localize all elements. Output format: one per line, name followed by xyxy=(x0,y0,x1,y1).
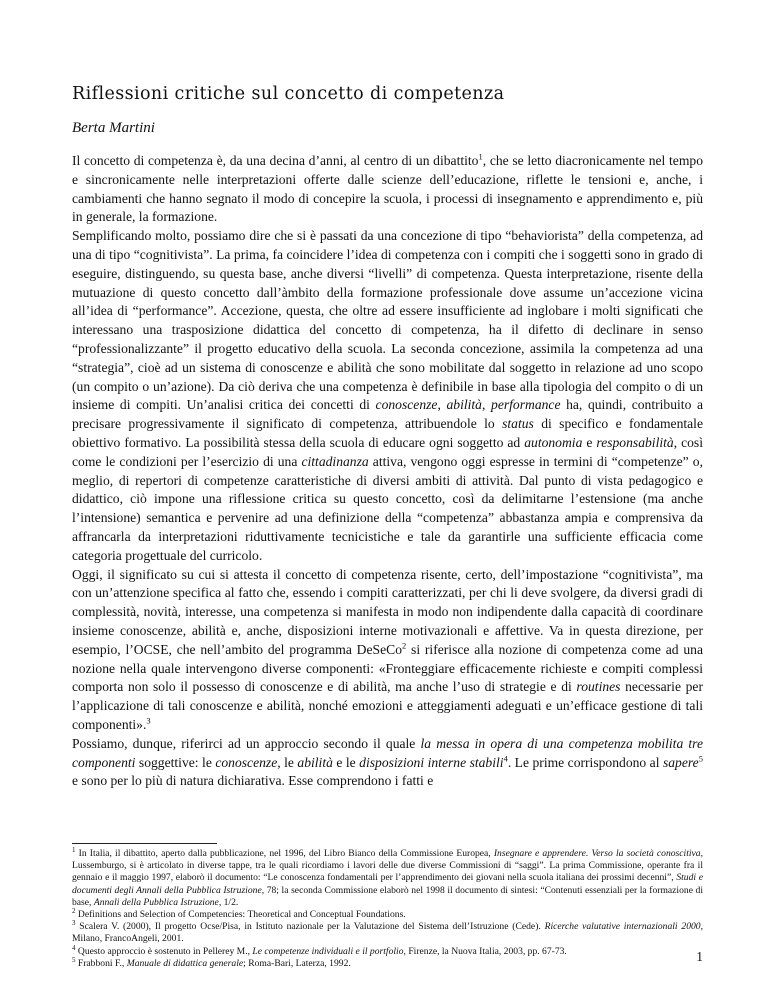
footnote-ref-5[interactable]: 5 xyxy=(698,752,703,763)
paragraph-1: Il concetto di competenza è, da una decina d’anni, al centro di un dibattito$^1$, che se letto diacronicamente nel tempo e sincronicamente nelle interpretazioni offerte dalle scienze dell’educazione, riflette le tensioni e, anche, i cambiamenti che hanno segnato il modo di concepire la scuola, i processi di insegnamento e apprendimento e, più in generale, la formazione. xyxy=(72,151,703,225)
article-body xyxy=(72,152,703,791)
footnote-1: $^1$ In Italia, il dibattito, aperto dalla pubblicazione, nel 1996, del Libro Bianco della Commissione Europea, Insegnare e apprendere. Verso la società conoscitiva, Lussemburgo, si è articolato in diverse tappe, tra le quali ricordiamo i lavori delle due diverse Commissioni di “saggi”. La prima Commissione, operante fra il gennaio e il maggio 1997, elaborò il documento: “Le conoscenza fondamentali per l’apprendimento dei giovani nella scuola italiana dei prossimi decenni”, Studi e documenti degli Annali della Pubblica Istruzione, 78; la seconda Commissione elaborò nel 1998 il documento di sintesi: “Contenuti essenziali per la formazione di base, Annali della Pubblica Istruzione, 1/2. xyxy=(72,845,704,908)
footnote-ref-1[interactable]: 1 xyxy=(478,151,483,162)
page-number: 1 xyxy=(696,949,703,964)
paragraph-3: Oggi, il significato su cui si attesta il concetto di competenza risente, certo, dell’impostazione “cognitivista”, ma con un’attenzione specifica al fatto che, essendo i compiti caratterizzati, per chi li deve svolgere, da diversi gradi di complessità, novità, interesse, una competenza si manifesta in modo non indipendente dalla capacità di coordinare insieme conoscenze, abilità e, anche, disposizioni interne motivazionali e affettive. Va in questa direzione, per esempio, l’OCSE, che nell’ambito del programma DeSeCo$^2$ si riferisce alla nozione di competenza come ad una nozione nella quale intervengono diverse componenti: «Fronteggiare efficacemente richieste e compiti complessi comporta non solo il possesso di conoscenze e di abilità, ma anche l’uso di strategie e di routines necessarie per l’applicazione di tali conoscenze e abilità, nonché emozioni e atteggiamenti adeguati e un’efficace gestione di tali componenti».$^3$ xyxy=(72,566,703,732)
footnote-ref-3[interactable]: 3 xyxy=(146,715,151,726)
author-name: Berta Martini xyxy=(72,120,155,136)
paragraph-2: Semplificando molto, possiamo dire che si è passati da una concezione di tipo “behaviorista” della competenza, ad una di tipo “cognitivista”. La prima, fa coincidere l’idea di competenza con i compiti che i soggetti sono in grado di eseguire, distinguendo, su questa base, anche diversi “livelli” di competenza. Questa interpretazione, risente della mutuazione di questo concetto dall’àmbito della formazione professionale dove assume un’accezione vicina all’idea di “performance”. Accezione, questa, che oltre ad essere insufficiente ad inglobare i molti significati che interessano una trasposizione didattica del concetto di competenza, ha il difetto di declinare in senso “professionalizzante” il progetto educativo della scuola. La seconda concezione, assimila la competenza ad una “strategia”, cioè ad un sistema di conoscenze e abilità che sono mobilitate dal soggetto in relazione ad uno scopo (un compito o un’azione). Da ciò deriva che una competenza è definibile in base alla tipologia del compito o di un insieme di compiti. Un’analisi critica dei concetti di conoscenze, abilità, performance ha, quindi, contribuito a precisare progressivamente il significato di competenza, attribuendole lo status di specifico e fondamentale obiettivo formativo. La possibilità stessa della scuola di educare ogni soggetto ad autonomia e responsabilità, così come le condizioni per l’esercizio di una cittadinanza attiva, vengono oggi espresse in termini di “competenze” o, meglio, di repertori di competenze caratteristiche di diversi ambiti di attività. Dal punto di vista pedagogico e didattico, ciò impone una riflessione critica su questo concetto, così da delimitarne l’estensione (ma anche l’intensione) semantica e pervenire ad una definizione della “competenza” abbastanza ampia e comprensiva da affrancarla da interpretazioni riduttivamente tecnicistiche e tale da garantirle una sufficiente efficacia come categoria progettuale del curricolo. xyxy=(72,228,704,563)
footnote-5: $^5$ Frabboni F., Manuale di didattica generale; Roma-Bari, Laterza, 1992. xyxy=(72,955,351,969)
footnote-2: $^2$ Definitions and Selection of Competencies: Theoretical and Conceptual Foundations. xyxy=(72,906,406,921)
footnotes xyxy=(72,845,704,970)
footnote-separator xyxy=(72,843,217,844)
footnote-4: $^4$ Questo approccio è sostenuto in Pellerey M., Le competenze individuali e il portfolio, Firenze, la Nuova Italia, 2003, pp. 67-73. xyxy=(72,943,567,957)
article-title: Riflessioni critiche sul concetto di competenza xyxy=(72,84,505,104)
footnote-3: $^3$ Scalera V. (2000), Il progetto Ocse/Pisa, in Istituto nazionale per la Valutazione del Sistema dell’Istruzione (Cede). Ricerche valutative internazionali 2000, Milano, FrancoAngeli, 2001. xyxy=(72,919,703,945)
paragraph-4: Possiamo, dunque, riferirci ad un approccio secondo il quale la messa in opera di una competenza mobilita tre componenti soggettive: le conoscenze, le abilità e le disposizioni interne stabili$^4$. Le prime corrispondono al sapere$^5$ e sono per lo più di natura dichiarativa. Esse comprendono i fatti e xyxy=(72,735,704,789)
footnote-ref-4[interactable]: 4 xyxy=(503,752,508,763)
footnote-ref-2[interactable]: 2 xyxy=(402,640,407,651)
